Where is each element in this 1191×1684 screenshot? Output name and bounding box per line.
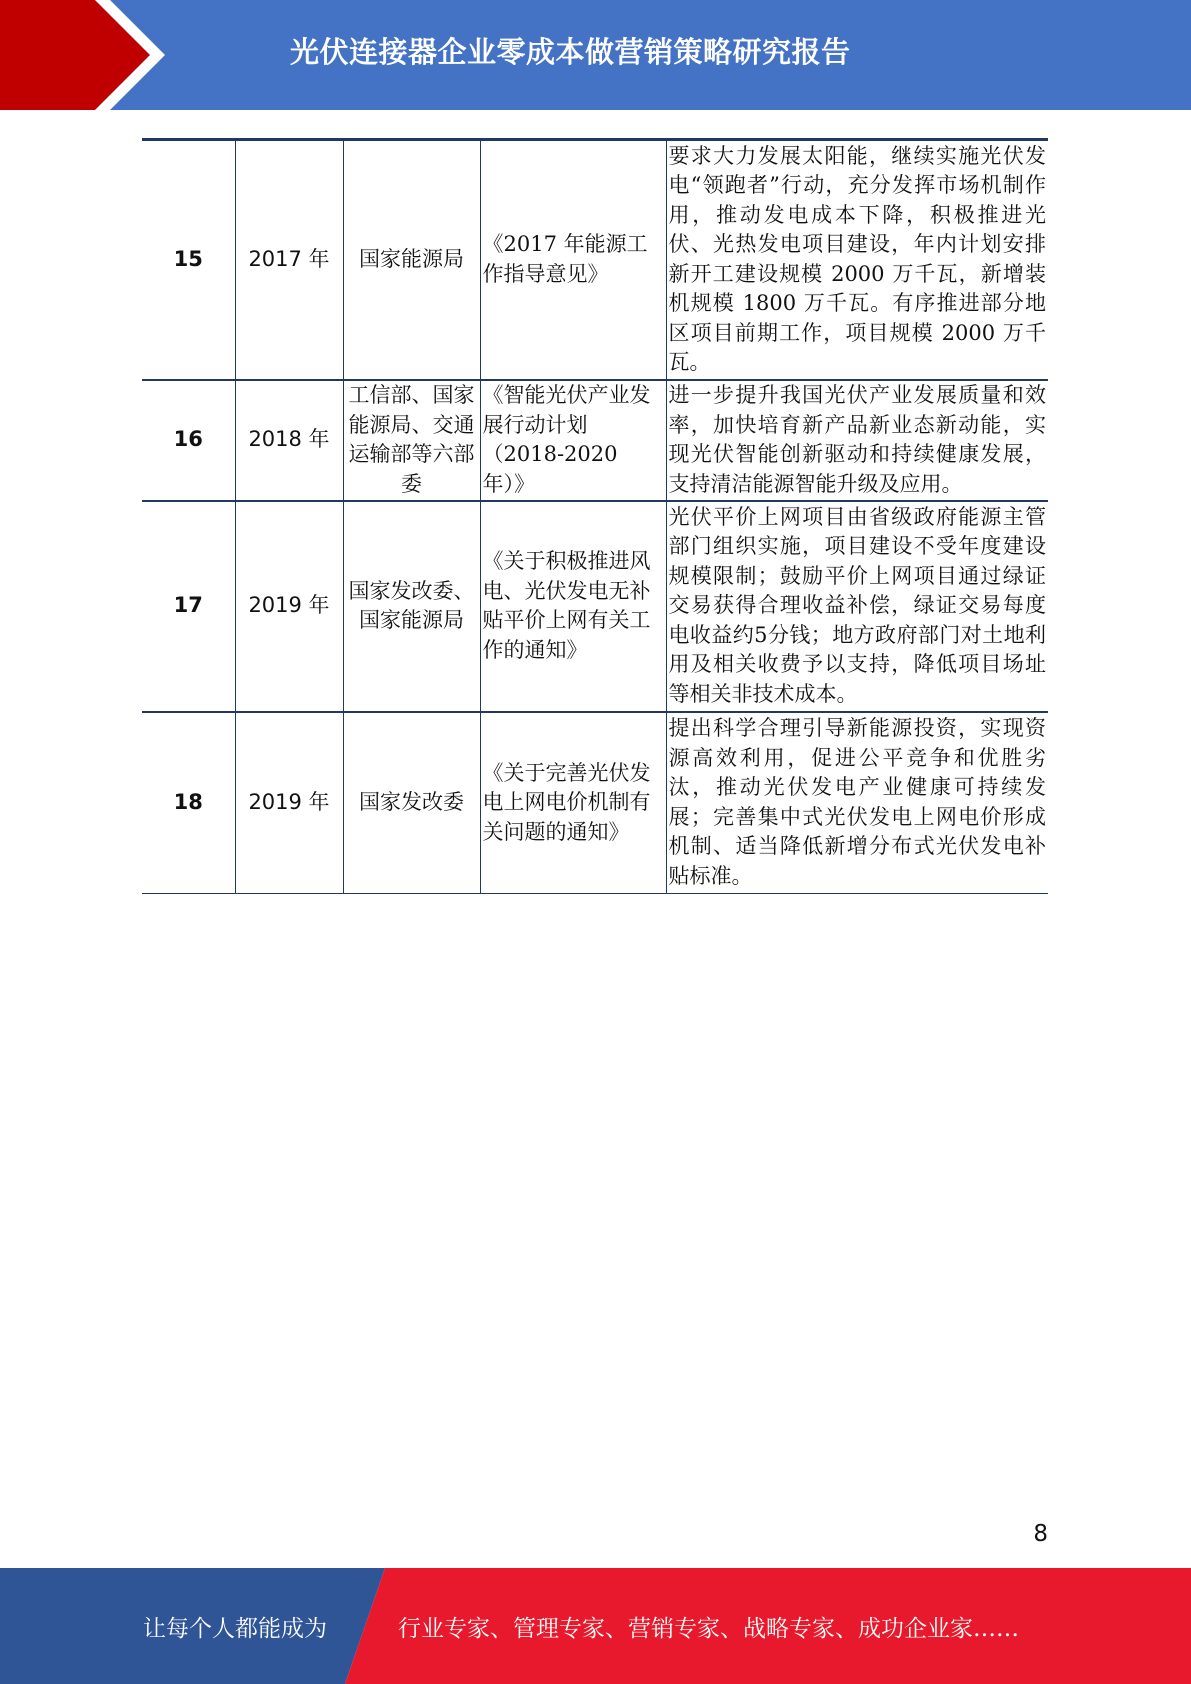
header-banner [0, 0, 1191, 110]
row-department: 国家发改委 [343, 712, 480, 894]
row-document: 《关于积极推进风电、光伏发电无补贴平价上网有关工作的通知》 [480, 501, 666, 712]
table-row [142, 140, 1048, 380]
row-content: 进一步提升我国光伏产业发展质量和效率，加快培育新产品新业态新动能，实现光伏智能创新驱动和持续健康发展，支持清洁能源智能升级及应用。 [666, 380, 1048, 501]
row-content: 光伏平价上网项目由省级政府能源主管部门组织实施，项目建设不受年度建设规模限制；鼓励平价上网项目通过绿证交易获得合理收益补偿，绿证交易每度电收益约5分钱；地方政府部门对土地利用及相关收费予以支持，降低项目场址等相关非技术成本。 [666, 501, 1048, 712]
row-year: 2019 年 [235, 501, 343, 712]
row-year: 2017 年 [235, 140, 343, 380]
row-document: 《2017 年能源工作指导意见》 [480, 140, 666, 380]
row-content: 提出科学合理引导新能源投资，实现资源高效利用，促进公平竞争和优胜劣汰，推动光伏发电产业健康可持续发展；完善集中式光伏发电上网电价形成机制、适当降低新增分布式光伏发电补贴标准。 [666, 712, 1048, 894]
row-year: 2018 年 [235, 380, 343, 501]
row-year: 2019 年 [235, 712, 343, 894]
document-title: 光伏连接器企业零成本做营销策略研究报告 [290, 35, 851, 69]
row-number: 15 [142, 140, 235, 380]
table-row [142, 712, 1048, 894]
row-department: 国家能源局 [343, 140, 480, 380]
row-number: 18 [142, 712, 235, 894]
row-number: 17 [142, 501, 235, 712]
row-number: 16 [142, 380, 235, 501]
header-red-arrow [0, 0, 150, 110]
table-row [142, 501, 1048, 712]
footer-banner [0, 1568, 1191, 1684]
row-document: 《关于完善光伏发电上网电价机制有关问题的通知》 [480, 712, 666, 894]
row-document: 《智能光伏产业发展行动计划（2018-2020 年）》 [480, 380, 666, 501]
footer-slogan-right: 行业专家、管理专家、营销专家、战略专家、成功企业家…… [398, 1616, 1019, 1642]
row-content: 要求大力发展太阳能，继续实施光伏发电“领跑者”行动，充分发挥市场机制作用，推动发电成本下降，积极推进光伏、光热发电项目建设，年内计划安排新开工建设规模 2000 万千瓦，新增装机规模 1800 万千瓦。有序推进部分地区项目前期工作，项目规模 2000 万千瓦。 [666, 140, 1048, 380]
table-row [142, 380, 1048, 501]
footer-slogan-left: 让每个人都能成为 [143, 1616, 327, 1642]
row-department: 国家发改委、国家能源局 [343, 501, 480, 712]
row-department: 工信部、国家能源局、交通运输部等六部委 [343, 380, 480, 501]
policy-table [142, 138, 1048, 894]
page-number: 8 [1033, 1521, 1048, 1547]
